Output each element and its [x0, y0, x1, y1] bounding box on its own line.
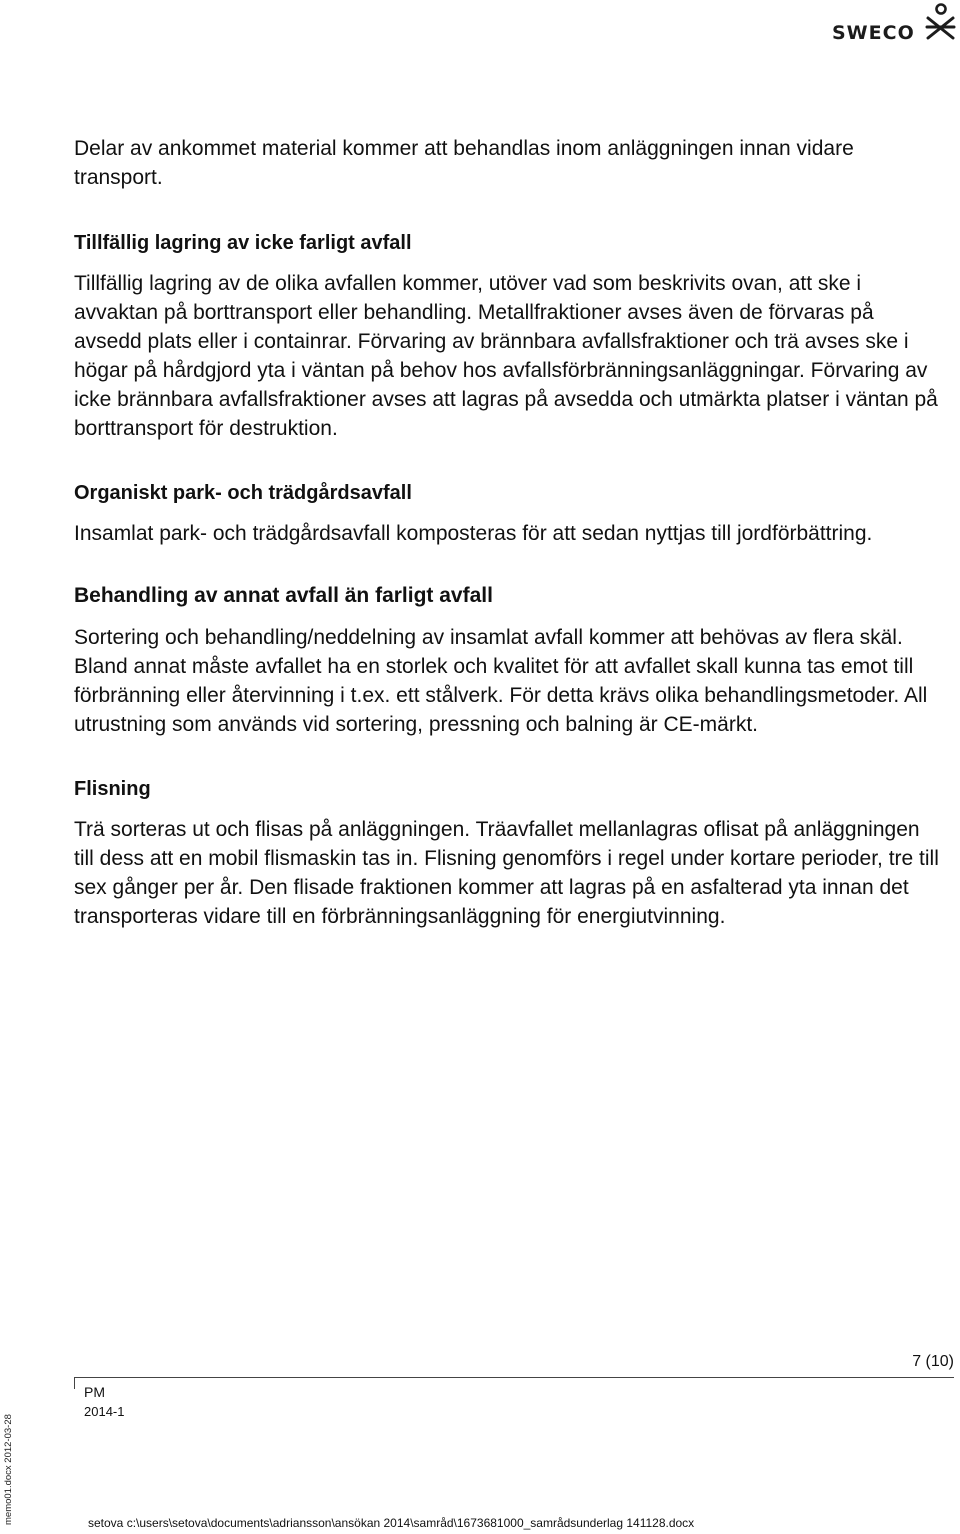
footer-divider-tick [74, 1377, 75, 1389]
footer-file-path: setova c:\users\setova\documents\adriansson\ansökan 2014\samråd\1673681000_samrådsunderlag 141128.docx [88, 1516, 695, 1530]
footer-doc-type: PM [84, 1384, 105, 1400]
heading-treatment-other-waste: Behandling av annat avfall än farligt avfall [74, 584, 493, 607]
sweco-logo [832, 2, 956, 46]
footer-doc-code: 2014-1 [84, 1404, 125, 1419]
logo-wordmark: SWECO [832, 22, 915, 44]
page-number: 7 (10) [912, 1353, 954, 1370]
paragraph-treatment-other-waste: Sortering och behandling/neddelning av insamlat avfall kommer att behövas av flera skäl. Bland annat måste avfallet ha en storlek och kvalitet för att avfallet skall kunna tas emot till förbränning eller återvinning i t.ex. ett stålverk. För detta krävs olika behandlingsmetoder. All utrustning som används vid sortering, pressning och balning är CE-märkt. [74, 626, 928, 736]
paragraph-temporary-storage: Tillfällig lagring av de olika avfallen kommer, utöver vad som beskrivits ovan, att ske i avvaktan på borttransport eller behandling. Metallfraktioner avses även de förvaras på avsedd plats eller i containrar. Förvaring av brännbara avfallsfraktioner och trä avses ske i högar på hårdgjord yta i väntan på behov hos avfallsförbränningsanläggningar. Förvaring av icke brännbara avfallsfraktioner avses att lagras på avsedda och utmärkta platser i väntan på borttransport för destruktion. [74, 272, 938, 440]
heading-temporary-storage: Tillfällig lagring av icke farligt avfall [74, 232, 412, 254]
heading-organic-waste: Organiskt park- och trädgårdsavfall [74, 482, 412, 504]
heading-chipping: Flisning [74, 778, 151, 800]
logo-symbol-icon [924, 2, 956, 44]
paragraph-chipping: Trä sorteras ut och flisas på anläggningen. Träavfallet mellanlagras oflisat på anläggningen till dess att en mobil flismaskin tas in. Flisning genomförs i regel under kortare perioder, tre till sex gånger per år. Den flisade fraktionen kommer att lagras på en asfalterad yta innan det transporteras vidare till en förbränningsanläggning för energiutvinning. [74, 818, 939, 928]
document-body [74, 134, 942, 931]
footer-divider [74, 1377, 954, 1378]
paragraph-intro: Delar av ankommet material kommer att behandlas inom anläggningen innan vidare transport. [74, 137, 854, 189]
paragraph-organic-waste: Insamlat park- och trädgårdsavfall komposteras för att sedan nyttjas till jordförbättring. [74, 522, 873, 545]
template-stamp: memo01.docx 2012-03-28 [3, 1414, 14, 1525]
